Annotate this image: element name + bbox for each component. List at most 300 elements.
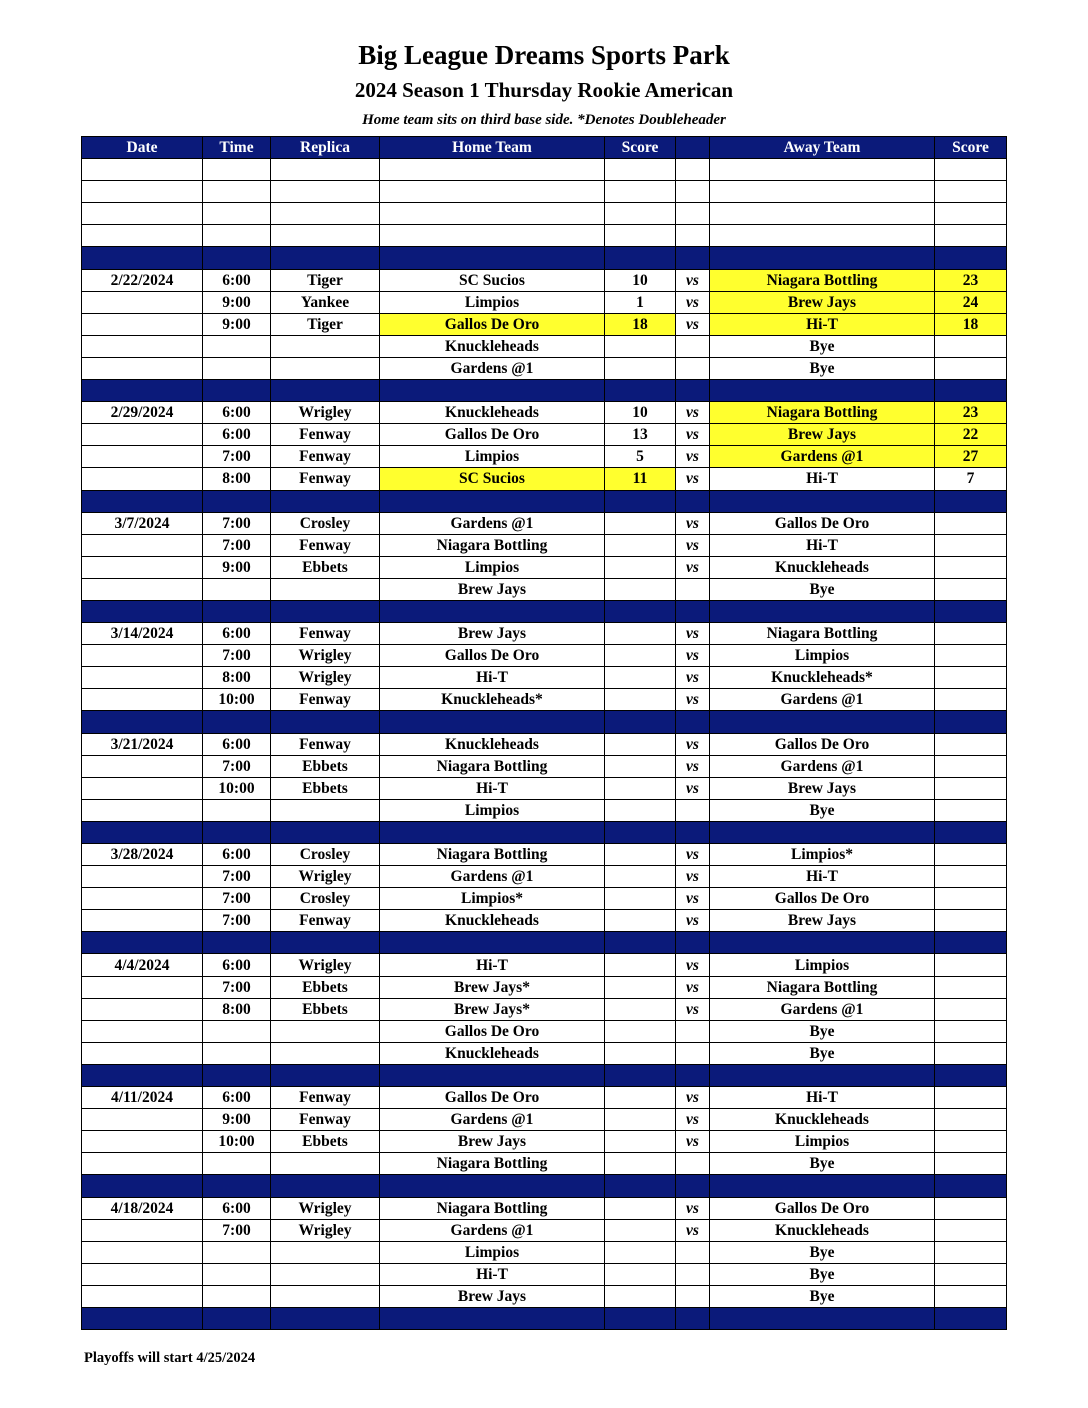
time-cell [203,203,271,225]
home-score-cell [605,844,676,866]
date-cell [82,866,203,888]
vs-cell [676,335,710,357]
date-cell [82,181,203,203]
home-score-cell [605,1109,676,1131]
vs-cell: vs [676,313,710,335]
column-header-vs [676,137,710,159]
vs-cell [676,225,710,247]
home-team-cell: Knuckleheads [380,733,605,755]
game-row [82,1042,1007,1064]
home-score-cell [605,998,676,1020]
vs-cell: vs [676,1219,710,1241]
away-team-cell [710,490,935,512]
away-score-cell [935,954,1007,976]
home-score-cell [605,1241,676,1263]
date-cell [82,1131,203,1153]
replica-cell: Wrigley [271,1219,380,1241]
replica-cell [271,225,380,247]
away-team-cell: Hi-T [710,534,935,556]
away-score-cell [935,1087,1007,1109]
game-row [82,556,1007,578]
time-cell: 6:00 [203,402,271,424]
home-team-cell: Niagara Bottling [380,534,605,556]
home-team-cell [380,711,605,733]
away-team-cell: Gardens @1 [710,998,935,1020]
home-team-cell: Brew Jays [380,578,605,600]
vs-cell: vs [676,556,710,578]
schedule-note: Home team sits on third base side. *Denotes Doubleheader [362,112,726,128]
replica-cell [271,1307,380,1329]
home-team-cell: Niagara Bottling [380,1153,605,1175]
vs-cell: vs [676,512,710,534]
replica-cell: Wrigley [271,402,380,424]
home-team-cell: Knuckleheads [380,335,605,357]
separator-row [82,600,1007,622]
away-score-cell [935,1197,1007,1219]
vs-cell [676,380,710,402]
replica-cell: Wrigley [271,866,380,888]
home-team-cell: SC Sucios [380,468,605,490]
vs-cell [676,247,710,269]
replica-cell: Fenway [271,534,380,556]
away-score-cell [935,866,1007,888]
date-cell [82,998,203,1020]
away-team-cell: Gallos De Oro [710,733,935,755]
away-score-cell: 27 [935,446,1007,468]
replica-cell [271,247,380,269]
time-cell [203,1064,271,1086]
vs-cell: vs [676,1131,710,1153]
away-team-cell: Bye [710,1241,935,1263]
replica-cell [271,159,380,181]
away-team-cell: Niagara Bottling [710,269,935,291]
playoffs-note: Playoffs will start 4/25/2024 [84,1350,256,1366]
game-row [82,1020,1007,1042]
home-score-cell [605,335,676,357]
replica-cell [271,1285,380,1307]
game-row [82,512,1007,534]
date-cell [82,247,203,269]
column-header-date: Date [82,137,203,159]
vs-cell: vs [676,645,710,667]
date-cell [82,600,203,622]
game-row [82,446,1007,468]
away-score-cell [935,380,1007,402]
home-score-cell [605,556,676,578]
blank-row [82,181,1007,203]
away-team-cell [710,159,935,181]
date-cell [82,335,203,357]
home-team-cell: Limpios [380,446,605,468]
away-team-cell: Knuckleheads [710,1109,935,1131]
away-score-cell [935,225,1007,247]
vs-cell: vs [676,910,710,932]
date-cell [82,888,203,910]
time-cell [203,335,271,357]
vs-cell [676,159,710,181]
game-row [82,689,1007,711]
vs-cell [676,1241,710,1263]
game-row [82,844,1007,866]
date-cell [82,821,203,843]
away-team-cell [710,600,935,622]
time-cell: 6:00 [203,1087,271,1109]
time-cell: 6:00 [203,424,271,446]
game-row [82,1241,1007,1263]
away-score-cell [935,1020,1007,1042]
away-team-cell: Hi-T [710,1087,935,1109]
away-score-cell [935,689,1007,711]
home-team-cell: Knuckleheads [380,1042,605,1064]
away-score-cell [935,534,1007,556]
separator-row [82,711,1007,733]
replica-cell [271,181,380,203]
game-row [82,1153,1007,1175]
game-row [82,777,1007,799]
vs-cell [676,1175,710,1197]
vs-cell: vs [676,866,710,888]
time-cell: 9:00 [203,556,271,578]
away-team-cell [710,225,935,247]
game-row [82,534,1007,556]
vs-cell: vs [676,1197,710,1219]
date-cell [82,1219,203,1241]
vs-cell: vs [676,998,710,1020]
vs-cell: vs [676,1087,710,1109]
away-team-cell: Niagara Bottling [710,976,935,998]
date-cell [82,667,203,689]
away-team-cell [710,247,935,269]
time-cell: 10:00 [203,1131,271,1153]
away-score-cell [935,888,1007,910]
vs-cell [676,203,710,225]
game-row [82,1263,1007,1285]
time-cell [203,1175,271,1197]
vs-cell: vs [676,667,710,689]
away-score-cell [935,910,1007,932]
game-row [82,866,1007,888]
replica-cell: Fenway [271,468,380,490]
time-cell [203,1042,271,1064]
time-cell [203,380,271,402]
game-row [82,799,1007,821]
game-row [82,1087,1007,1109]
time-cell [203,711,271,733]
away-score-cell [935,667,1007,689]
away-team-cell: Gallos De Oro [710,512,935,534]
replica-cell [271,711,380,733]
replica-cell: Wrigley [271,1197,380,1219]
home-team-cell: Knuckleheads [380,910,605,932]
away-score-cell [935,159,1007,181]
vs-cell [676,600,710,622]
date-cell [82,645,203,667]
away-score-cell [935,181,1007,203]
replica-cell: Wrigley [271,667,380,689]
game-row [82,954,1007,976]
time-cell: 7:00 [203,645,271,667]
date-cell [82,910,203,932]
date-cell: 3/7/2024 [82,512,203,534]
date-cell [82,1153,203,1175]
home-score-cell [605,689,676,711]
table-header-row [82,137,1007,159]
date-cell [82,313,203,335]
away-team-cell: Bye [710,1285,935,1307]
home-team-cell: Gallos De Oro [380,424,605,446]
away-score-cell [935,1042,1007,1064]
home-team-cell: Gallos De Oro [380,313,605,335]
away-team-cell [710,1064,935,1086]
replica-cell: Wrigley [271,645,380,667]
replica-cell: Ebbets [271,777,380,799]
away-team-cell: Hi-T [710,866,935,888]
home-team-cell [380,1175,605,1197]
home-score-cell [605,1285,676,1307]
home-score-cell [605,910,676,932]
away-score-cell [935,600,1007,622]
home-score-cell [605,1197,676,1219]
date-cell [82,446,203,468]
away-team-cell: Hi-T [710,468,935,490]
replica-cell [271,1263,380,1285]
date-cell [82,203,203,225]
page-subtitle: 2024 Season 1 Thursday Rookie American [354,78,734,102]
game-row [82,313,1007,335]
home-team-cell: Brew Jays [380,623,605,645]
game-row [82,335,1007,357]
date-cell [82,159,203,181]
date-cell: 4/4/2024 [82,954,203,976]
home-team-cell: Hi-T [380,667,605,689]
time-cell: 8:00 [203,998,271,1020]
game-row [82,733,1007,755]
replica-cell [271,578,380,600]
replica-cell [271,490,380,512]
vs-cell [676,1263,710,1285]
away-score-cell [935,799,1007,821]
away-team-cell: Bye [710,357,935,379]
replica-cell: Fenway [271,1109,380,1131]
replica-cell: Fenway [271,1087,380,1109]
away-score-cell [935,490,1007,512]
home-score-cell [605,203,676,225]
home-team-cell [380,380,605,402]
game-row [82,755,1007,777]
home-team-cell [380,932,605,954]
away-team-cell: Gardens @1 [710,755,935,777]
replica-cell [271,1020,380,1042]
game-row [82,910,1007,932]
game-row [82,888,1007,910]
away-team-cell: Limpios [710,954,935,976]
time-cell [203,1153,271,1175]
away-team-cell [710,1175,935,1197]
home-score-cell [605,976,676,998]
column-header-away-team: Away Team [710,137,935,159]
home-score-cell [605,667,676,689]
away-team-cell: Hi-T [710,313,935,335]
home-score-cell [605,1087,676,1109]
away-score-cell [935,932,1007,954]
home-score-cell [605,490,676,512]
away-team-cell: Brew Jays [710,777,935,799]
separator-row [82,932,1007,954]
vs-cell: vs [676,534,710,556]
date-cell [82,1020,203,1042]
vs-cell [676,181,710,203]
time-cell: 9:00 [203,291,271,313]
away-team-cell: Gallos De Oro [710,888,935,910]
time-cell: 7:00 [203,446,271,468]
home-score-cell [605,512,676,534]
away-team-cell: Brew Jays [710,910,935,932]
away-score-cell [935,578,1007,600]
replica-cell: Crosley [271,844,380,866]
away-team-cell: Bye [710,578,935,600]
vs-cell [676,1042,710,1064]
schedule-table [81,136,1007,1330]
home-score-cell [605,932,676,954]
date-cell [82,357,203,379]
home-team-cell: Hi-T [380,954,605,976]
game-row [82,1285,1007,1307]
home-score-cell: 10 [605,402,676,424]
vs-cell [676,1307,710,1329]
replica-cell [271,1153,380,1175]
replica-cell: Fenway [271,446,380,468]
date-cell [82,755,203,777]
home-team-cell: Gallos De Oro [380,1087,605,1109]
away-team-cell: Brew Jays [710,291,935,313]
vs-cell: vs [676,976,710,998]
home-team-cell [380,203,605,225]
column-header-replica: Replica [271,137,380,159]
time-cell: 6:00 [203,844,271,866]
replica-cell: Wrigley [271,954,380,976]
away-score-cell [935,623,1007,645]
game-row [82,402,1007,424]
date-cell [82,490,203,512]
date-cell [82,1064,203,1086]
time-cell [203,181,271,203]
home-team-cell [380,600,605,622]
home-score-cell [605,1020,676,1042]
time-cell: 6:00 [203,733,271,755]
away-team-cell: Bye [710,1263,935,1285]
date-cell [82,1241,203,1263]
home-team-cell: Gardens @1 [380,866,605,888]
vs-cell: vs [676,844,710,866]
home-team-cell: Limpios [380,291,605,313]
game-row [82,667,1007,689]
home-score-cell [605,954,676,976]
replica-cell [271,932,380,954]
home-score-cell [605,623,676,645]
date-cell [82,1285,203,1307]
time-cell: 9:00 [203,313,271,335]
time-cell [203,1285,271,1307]
home-team-cell: Brew Jays* [380,998,605,1020]
replica-cell [271,1175,380,1197]
replica-cell [271,600,380,622]
vs-cell: vs [676,446,710,468]
time-cell [203,821,271,843]
time-cell: 6:00 [203,1197,271,1219]
time-cell: 7:00 [203,755,271,777]
date-cell [82,1307,203,1329]
home-team-cell: Gallos De Oro [380,645,605,667]
time-cell: 7:00 [203,534,271,556]
away-team-cell: Bye [710,1042,935,1064]
vs-cell: vs [676,888,710,910]
away-score-cell [935,711,1007,733]
away-team-cell [710,380,935,402]
replica-cell [271,1241,380,1263]
away-team-cell: Bye [710,335,935,357]
away-team-cell: Gardens @1 [710,446,935,468]
home-score-cell [605,799,676,821]
home-score-cell [605,888,676,910]
home-team-cell: Knuckleheads [380,402,605,424]
home-team-cell: Gardens @1 [380,1219,605,1241]
game-row [82,468,1007,490]
replica-cell: Ebbets [271,998,380,1020]
away-team-cell: Knuckleheads [710,1219,935,1241]
game-row [82,291,1007,313]
game-row [82,1131,1007,1153]
home-score-cell [605,225,676,247]
away-score-cell [935,1241,1007,1263]
home-team-cell [380,225,605,247]
date-cell [82,468,203,490]
time-cell: 10:00 [203,777,271,799]
away-score-cell [935,1064,1007,1086]
home-score-cell [605,866,676,888]
blank-row [82,159,1007,181]
vs-cell: vs [676,402,710,424]
replica-cell [271,357,380,379]
away-team-cell: Bye [710,1020,935,1042]
away-team-cell [710,711,935,733]
home-team-cell [380,821,605,843]
away-team-cell: Niagara Bottling [710,623,935,645]
away-team-cell [710,1307,935,1329]
date-cell [82,534,203,556]
time-cell: 6:00 [203,269,271,291]
game-row [82,998,1007,1020]
time-cell [203,1263,271,1285]
game-row [82,645,1007,667]
home-team-cell: Limpios [380,1241,605,1263]
vs-cell: vs [676,954,710,976]
date-cell: 2/29/2024 [82,402,203,424]
away-team-cell: Bye [710,799,935,821]
date-cell [82,424,203,446]
time-cell [203,357,271,379]
replica-cell [271,203,380,225]
home-score-cell [605,534,676,556]
time-cell: 9:00 [203,1109,271,1131]
home-team-cell: Brew Jays [380,1131,605,1153]
date-cell: 4/11/2024 [82,1087,203,1109]
separator-row [82,1064,1007,1086]
away-score-cell: 7 [935,468,1007,490]
away-team-cell: Niagara Bottling [710,402,935,424]
replica-cell: Fenway [271,733,380,755]
replica-cell [271,821,380,843]
date-cell: 3/21/2024 [82,733,203,755]
